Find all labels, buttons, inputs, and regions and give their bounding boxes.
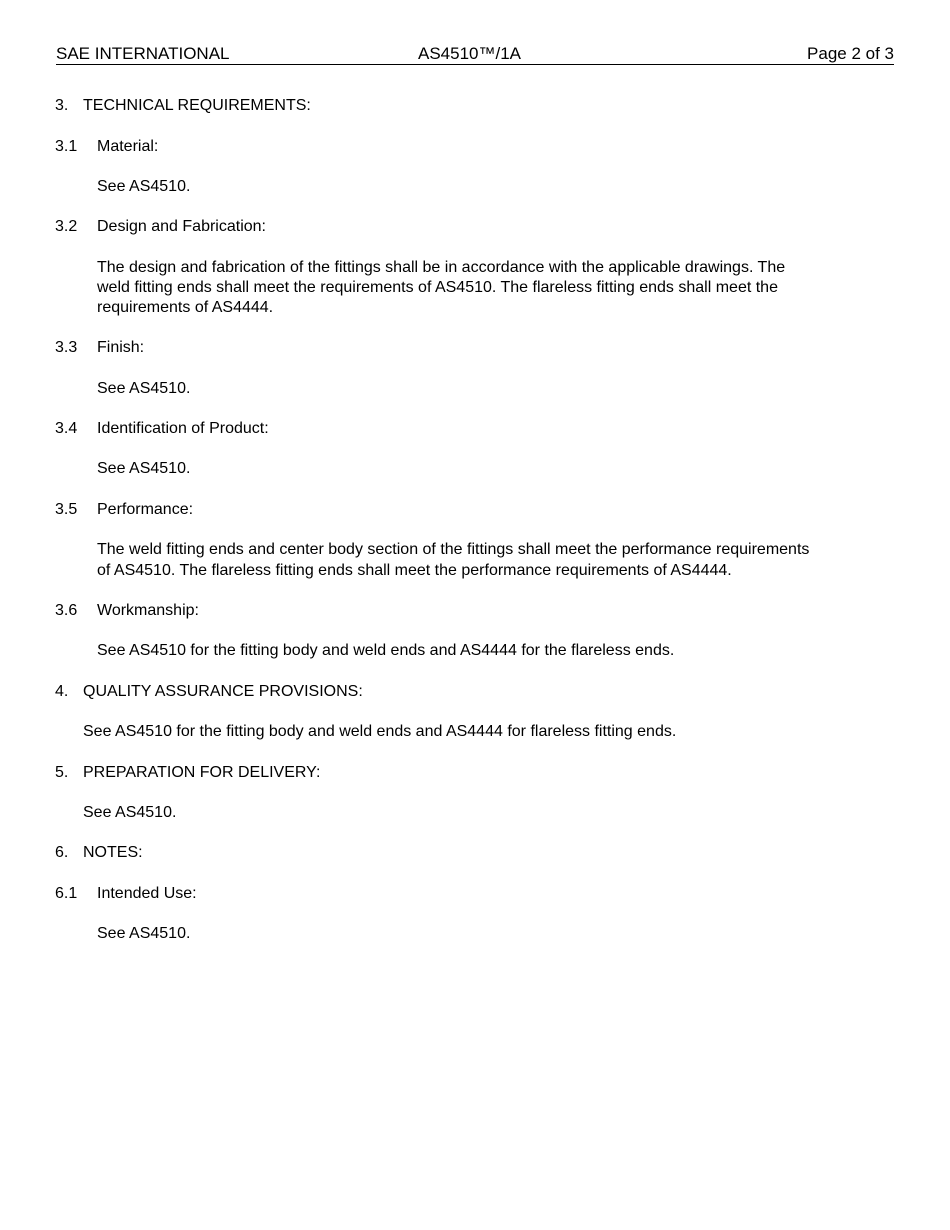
section-number: 3.4 [55,420,78,437]
section-title: Design and Fabrication: [97,218,266,235]
section-3-1-heading [55,137,158,157]
section-title: Workmanship: [97,602,199,619]
section-3-2-body-line: weld fitting ends shall meet the requirements of AS4510. The flareless fitting ends shall meet the [97,279,778,296]
section-title: Identification of Product: [97,420,269,437]
section-3-5-body-line: of AS4510. The flareless fitting ends shall meet the performance requirements of AS4444. [97,562,732,579]
section-3-4-body: See AS4510. [97,460,191,477]
section-number: 3.1 [55,138,78,155]
section-3-3-heading [55,338,144,358]
section-3-1-body: See AS4510. [97,178,191,195]
section-3-2-body-line: The design and fabrication of the fittings shall be in accordance with the applicable drawings. The [97,259,786,276]
section-5-body: See AS4510. [83,804,177,821]
section-number: 3.3 [55,339,78,356]
section-number: 3.5 [55,501,78,518]
section-3-5-heading [55,500,193,520]
header-organization: SAE INTERNATIONAL [56,44,230,63]
section-title: QUALITY ASSURANCE PROVISIONS: [83,683,363,700]
section-3-2-body-line: requirements of AS4444. [97,299,274,316]
section-number: 3. [55,97,69,114]
section-number: 4. [55,683,69,700]
section-6-1-body: See AS4510. [97,925,191,942]
section-3-6-heading [55,601,199,621]
section-number: 6. [55,844,69,861]
section-number: 3.6 [55,602,78,619]
section-number: 6.1 [55,885,78,902]
page-header [56,44,894,65]
section-6-1-heading [55,884,197,904]
section-title: PREPARATION FOR DELIVERY: [83,764,321,781]
section-4-body: See AS4510 for the fitting body and weld ends and AS4444 for flareless fitting ends. [83,723,677,740]
section-title: NOTES: [83,844,143,861]
section-title: Finish: [97,339,145,356]
section-number: 5. [55,764,69,781]
section-title: Performance: [97,501,194,518]
section-3-heading [55,96,311,116]
header-document-id: AS4510™/1A [418,44,522,63]
section-6-heading [55,843,143,863]
section-3-4-heading [55,419,269,439]
section-5-heading [55,763,320,783]
section-3-6-body: See AS4510 for the fitting body and weld ends and AS4444 for the flareless ends. [97,642,675,659]
section-3-5-body-line: The weld fitting ends and center body section of the fittings shall meet the performance requirements [97,541,810,558]
header-page-number: Page 2 of 3 [807,44,894,63]
section-title: Material: [97,138,159,155]
section-3-2-heading [55,217,266,237]
section-number: 3.2 [55,218,78,235]
section-3-3-body: See AS4510. [97,380,191,397]
section-title: TECHNICAL REQUIREMENTS: [83,97,311,114]
section-title: Intended Use: [97,885,197,902]
section-4-heading [55,682,363,702]
